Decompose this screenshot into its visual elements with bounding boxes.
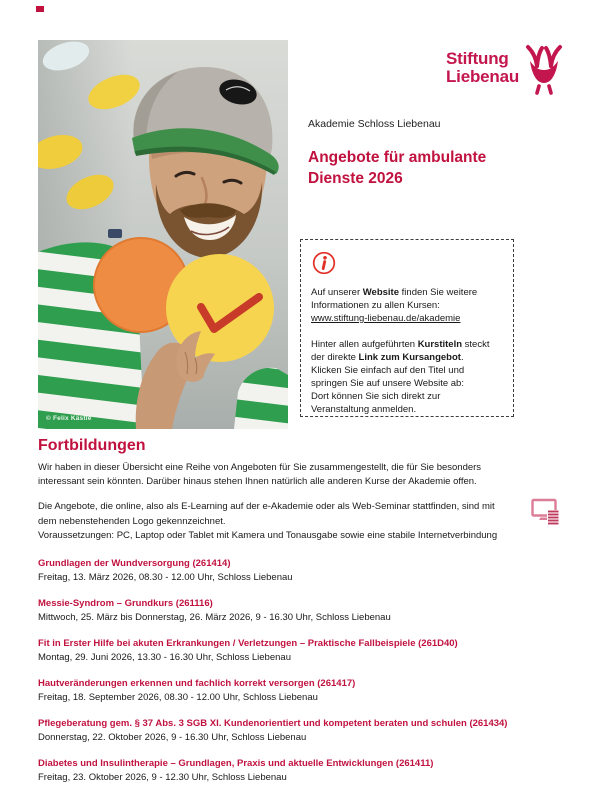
info-text: Auf unserer [311,287,363,298]
photo-credit: © Felix Kästle [46,415,92,422]
info-text: der direkte [311,352,359,363]
course-item [38,757,578,785]
info-text: Klicken Sie einfach auf den Titel und [311,365,465,376]
course-title-link[interactable]: Hautveränderungen erkennen und fachlich korrekt versorgen (261417) [38,678,356,690]
info-text: Veranstaltung anmelden. [311,404,417,415]
course-details: Mittwoch, 25. März bis Donnerstag, 26. März 2026, 9 - 16.30 Uhr, Schloss Liebenau [38,612,391,624]
intro-line1: Wir haben in dieser Übersicht eine Reihe von Angeboten für Sie zusammengestellt, die für Sie besonders [38,462,482,473]
tulip-logo-icon [524,42,564,96]
red-corner-mark [36,6,44,12]
course-details: Freitag, 13. März 2026, 08.30 - 12.00 Uhr, Schloss Liebenau [38,572,293,584]
course-details: Freitag, 23. Oktober 2026, 9 - 12.30 Uhr, Schloss Liebenau [38,772,287,784]
course-title-link[interactable]: Grundlagen der Wundversorgung (261414) [38,558,231,570]
spacer [311,325,503,338]
info-paragraph-2 [311,338,503,416]
cover-photo [38,40,288,429]
course-item [38,557,578,585]
info-text-bold: Website [362,287,400,298]
main-content [38,437,578,797]
course-list [38,557,578,785]
akademie-link[interactable]: www.stiftung-liebenau.de/akademie [311,313,461,324]
info-text: finden Sie weitere [399,287,478,298]
course-details: Montag, 29. Juni 2026, 13.30 - 16.30 Uhr, Schloss Liebenau [38,652,291,664]
info-text: Informationen zu allen Kursen: [311,300,440,311]
online-note-line3: Voraussetzungen: PC, Laptop oder Tablet mit Kamera und Tonausgabe sowie eine stabile Internetverbindung [38,529,498,541]
course-details: Freitag, 18. September 2026, 08.30 - 12.00 Uhr, Schloss Liebenau [38,692,318,704]
info-text: steckt [462,339,490,350]
course-title-link[interactable]: Diabetes und Insulintherapie – Grundlagen, Praxis und aktuelle Entwicklungen (261411) [38,758,434,770]
course-item [38,717,578,745]
page-title-line2: Dienste 2026 [308,170,403,187]
stiftung-liebenau-logo [446,50,564,96]
info-text-bold: Link zum Kursangebot [358,352,461,363]
logo-line2: Liebenau [446,66,520,86]
section-heading: Fortbildungen [38,437,146,454]
info-text: Dort können Sie sich direkt zur [311,391,441,402]
info-icon [311,250,337,276]
info-text: springen Sie auf unsere Website ab: [311,378,464,389]
course-title-link[interactable]: Pflegeberatung gem. § 37 Abs. 3 SGB XI. Kundenorientiert und kompetent beraten und schulen (261434) [38,718,508,730]
course-item [38,597,578,625]
page-title-line1: Angebote für ambulante [308,149,487,166]
intro-line2: interessant sein könnten. Darüber hinaus stehen Ihnen natürlich alle anderen Kurse der Akademie offen. [38,476,477,488]
course-details: Donnerstag, 22. Oktober 2026, 9 - 16.30 Uhr, Schloss Liebenau [38,732,307,744]
online-note-line1: Die Angebote, die online, also als E-Learning auf der e-Akademie oder als Web-Seminar stattfinden, sind mit [38,501,495,513]
intro-paragraph [38,461,578,489]
logo-line1: Stiftung [446,49,509,68]
online-note-line2: dem nebenstehenden Logo gekennzeichnet. [38,515,226,527]
course-title-link[interactable]: Messie-Syndrom – Grundkurs (261116) [38,598,213,610]
info-paragraph-1 [311,286,503,325]
info-text: Hinter allen aufgeführten [311,339,418,350]
info-text-bold: Kurstiteln [417,339,463,350]
organization-name: Akademie Schloss Liebenau [308,118,441,130]
course-item [38,677,578,705]
logo-wordmark [446,50,519,85]
photo-illustration [38,40,288,429]
info-box [300,239,514,417]
online-note-paragraph [38,500,578,543]
info-text: . [460,352,464,363]
course-item [38,637,578,665]
course-title-link[interactable]: Fit in Erster Hilfe bei akuten Erkrankungen / Verletzungen – Praktische Fallbeispiele (261D40) [38,638,458,650]
page-title [308,147,486,189]
